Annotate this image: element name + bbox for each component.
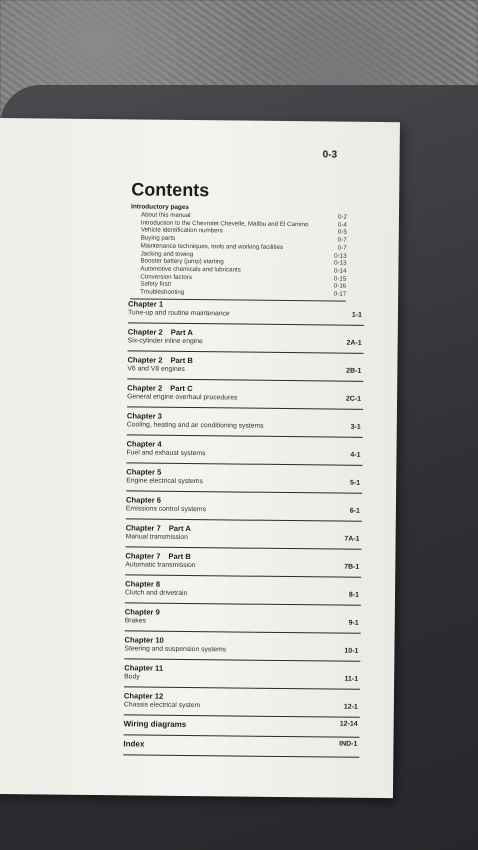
chapter-entry	[127, 379, 363, 409]
chapter-entry	[124, 659, 360, 689]
intro-item-label: Conversion factors	[140, 273, 192, 281]
chapter-entry	[128, 295, 364, 325]
chapter-number: Chapter 2	[127, 383, 163, 393]
intro-item-label: Buying parts	[140, 234, 176, 242]
chapter-subtitle: Brakes	[124, 617, 146, 625]
chapter-page: 12-1	[343, 703, 358, 711]
extra-page: IND-1	[339, 740, 358, 748]
chapter-subtitle: Steering and suspension systems	[124, 645, 227, 654]
chapter-entry	[125, 603, 361, 633]
intro-section	[130, 203, 347, 301]
manual-page	[0, 118, 400, 798]
chapter-page: 2A-1	[346, 339, 362, 347]
chapter-entry	[126, 435, 362, 465]
chapter-subtitle: Cooling, heating and air conditioning systems	[126, 421, 264, 430]
chapter-number: Chapter 12	[123, 691, 164, 701]
intro-item-label: About this manual	[140, 211, 191, 220]
extra-page: 12-14	[339, 720, 358, 728]
chapter-part: Part C	[170, 383, 193, 394]
intro-item-page: 0-7	[337, 244, 347, 252]
intro-item-page: 0-14	[333, 267, 347, 275]
intro-item-label: Jacking and towing	[140, 249, 194, 258]
chapter-entry	[126, 491, 362, 521]
chapter-number: Chapter 1	[128, 299, 164, 309]
chapter-number: Chapter 9	[124, 607, 160, 617]
chapter-number: Chapter 4	[126, 439, 162, 449]
extra-entry	[124, 715, 360, 737]
chapter-subtitle: General engine overhaul procedures	[127, 393, 238, 402]
chapter-number: Chapter 7	[125, 551, 161, 561]
chapter-part: Part B	[170, 355, 193, 366]
chapter-part: Part A	[170, 327, 193, 338]
chapter-page: 3-1	[350, 423, 361, 431]
chapter-page: 6-1	[349, 507, 360, 515]
intro-item-page: 0-13	[334, 259, 347, 267]
intro-item-label: Booster battery (jump) starting	[140, 257, 224, 266]
intro-item-page: 0-15	[333, 275, 347, 283]
intro-item-page: 0-2	[337, 213, 348, 221]
intro-item-page: 0-4	[337, 221, 347, 229]
chapter-page: 2B-1	[346, 367, 362, 375]
intro-item-page: 0-5	[337, 228, 347, 237]
intro-item-label: Automotive chemicals and lubricants	[140, 265, 241, 274]
chapter-number: Chapter 6	[125, 495, 162, 505]
chapter-list	[123, 295, 364, 757]
chapter-part: Part B	[168, 551, 191, 562]
chapter-subtitle: Clutch and drivetrain	[124, 589, 188, 597]
chapter-page: 1-1	[351, 311, 362, 319]
chapter-entry	[126, 463, 362, 493]
chapter-subtitle: V6 and V8 engines	[127, 365, 185, 373]
chapter-subtitle: Tune-up and routine maintenance	[127, 309, 230, 318]
chapter-part: Part A	[168, 523, 191, 534]
chapter-subtitle: Chassis electrical system	[123, 701, 201, 710]
chapter-page: 5-1	[350, 479, 361, 487]
chapter-subtitle: Body	[124, 673, 140, 681]
extra-entry	[123, 735, 359, 757]
intro-heading: Introductory pages	[131, 203, 190, 211]
intro-item-page: 0-13	[334, 252, 347, 260]
chapter-subtitle: Automatic transmission	[125, 561, 196, 570]
intro-list	[130, 211, 347, 298]
chapter-entry	[124, 631, 360, 661]
chapter-number: Chapter 7	[125, 523, 161, 533]
chapter-page: 11-1	[344, 675, 359, 683]
chapter-entry	[128, 323, 364, 353]
page-title: Contents	[131, 179, 210, 201]
intro-item-label: Maintenance techniques, tools and working facilities	[140, 242, 284, 251]
chapter-number: Chapter 3	[126, 411, 162, 421]
intro-item-page: 0-7	[337, 236, 347, 244]
extra-title: Index	[123, 739, 145, 749]
chapter-number: Chapter 5	[126, 467, 162, 477]
chapter-entry	[125, 575, 361, 605]
chapter-subtitle: Engine electrical systems	[126, 477, 203, 486]
chapter-entry	[124, 687, 360, 717]
chapter-number: Chapter 8	[125, 579, 161, 589]
chapter-entry	[127, 351, 363, 381]
chapter-page: 9-1	[348, 619, 359, 627]
chapter-entry	[127, 407, 363, 437]
chapter-page: 10-1	[344, 647, 359, 655]
chapter-entry	[126, 519, 362, 549]
intro-item-page: 0-17	[333, 290, 347, 298]
chapter-page: 8-1	[348, 591, 360, 599]
chapter-number: Chapter 2	[127, 327, 163, 337]
chapter-page: 4-1	[350, 451, 361, 459]
intro-item-label: Introduction to the Chevrolet Chevelle, Malibu and El Camino	[140, 219, 309, 228]
chapter-page: 7A-1	[344, 535, 360, 543]
chapter-number: Chapter 2	[127, 355, 163, 365]
extra-title: Wiring diagrams	[123, 719, 187, 729]
chapter-subtitle: Six-cylinder inline engine	[127, 337, 203, 346]
chapter-subtitle: Fuel and exhaust systems	[126, 449, 206, 458]
chapter-subtitle: Emissions control systems	[125, 505, 207, 514]
intro-item-page: 0-16	[333, 282, 347, 290]
intro-item-label: Vehicle identification numbers	[140, 226, 223, 235]
chapter-page: 7B-1	[344, 563, 360, 571]
page-number: 0-3	[322, 149, 338, 161]
intro-item-label: Troubleshooting	[140, 288, 185, 296]
chapter-subtitle: Manual transmission	[125, 533, 188, 541]
chapter-number: Chapter 10	[124, 635, 164, 645]
chapter-page: 2C-1	[345, 395, 362, 403]
intro-item-label: Safety first!	[140, 280, 172, 289]
chapter-entry	[125, 547, 361, 577]
chapter-number: Chapter 11	[124, 663, 164, 673]
